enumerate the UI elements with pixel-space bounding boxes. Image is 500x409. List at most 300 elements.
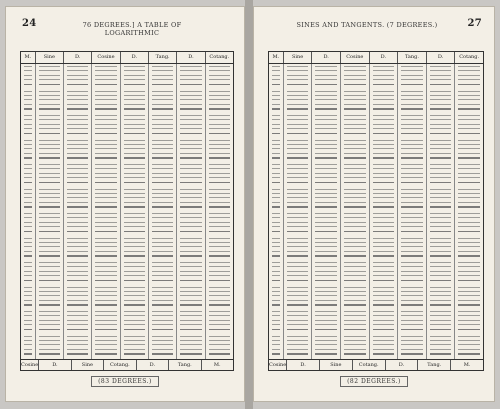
print-line — [401, 329, 423, 330]
print-line — [315, 177, 337, 178]
print-line — [373, 246, 395, 247]
print-line — [24, 153, 32, 154]
print-line — [430, 324, 452, 325]
print-line — [24, 304, 32, 305]
print-line — [39, 148, 60, 149]
print-line — [24, 104, 32, 105]
print-line — [124, 295, 145, 296]
print-line — [124, 304, 145, 305]
right-col-header: Cosine — [340, 52, 369, 63]
print-line — [401, 128, 423, 129]
print-line — [287, 197, 309, 198]
print-line — [95, 193, 116, 194]
print-line — [373, 153, 395, 154]
print-line — [39, 291, 60, 292]
print-line — [67, 164, 88, 165]
left-page-title: 76 DEGREES.] A TABLE OF LOGARITHMIC — [82, 21, 182, 37]
print-line — [124, 124, 145, 125]
print-line — [39, 128, 60, 129]
print-line — [180, 124, 201, 125]
print-line — [180, 202, 201, 203]
print-line — [344, 104, 366, 105]
print-line — [458, 75, 480, 76]
print-line — [430, 79, 452, 80]
print-line — [152, 91, 173, 92]
print-line — [180, 280, 201, 281]
print-line — [401, 177, 423, 178]
right-table-body — [269, 64, 483, 359]
print-line — [315, 231, 337, 232]
print-line — [401, 197, 423, 198]
left-page-footer: (83 DEGREES.) — [6, 378, 244, 385]
print-line — [315, 148, 337, 149]
print-line — [458, 311, 480, 312]
print-line — [430, 336, 452, 337]
print-line — [180, 344, 201, 345]
print-line — [430, 206, 452, 207]
print-line — [373, 320, 395, 321]
print-line — [152, 177, 173, 178]
print-line — [67, 193, 88, 194]
print-line — [180, 75, 201, 76]
print-line — [180, 91, 201, 92]
print-line — [39, 304, 60, 305]
print-line — [344, 320, 366, 321]
print-line — [272, 99, 280, 100]
print-line — [67, 222, 88, 223]
print-line — [287, 66, 309, 67]
print-line — [152, 349, 173, 350]
print-line — [67, 140, 88, 141]
print-line — [430, 311, 452, 312]
print-line — [209, 238, 230, 239]
print-line — [95, 157, 116, 158]
print-line — [124, 238, 145, 239]
print-line — [373, 255, 395, 256]
print-line — [152, 320, 173, 321]
print-line — [272, 79, 280, 80]
print-line — [39, 164, 60, 165]
print-line — [124, 91, 145, 92]
left-col-header: M. — [24, 54, 32, 60]
print-line — [95, 217, 116, 218]
print-line — [67, 242, 88, 243]
print-line — [401, 95, 423, 96]
print-line — [430, 353, 452, 354]
print-line — [287, 280, 309, 281]
print-line — [209, 84, 230, 85]
print-line — [67, 104, 88, 105]
print-line — [67, 246, 88, 247]
print-line — [67, 91, 88, 92]
print-line — [67, 251, 88, 252]
print-line — [209, 140, 230, 141]
print-line — [458, 300, 480, 301]
print-line — [24, 311, 32, 312]
print-line — [373, 311, 395, 312]
print-line — [95, 99, 116, 100]
print-line — [95, 202, 116, 203]
print-line — [24, 329, 32, 330]
print-line — [95, 344, 116, 345]
print-line — [344, 349, 366, 350]
print-line — [344, 168, 366, 169]
print-line — [344, 84, 366, 85]
print-line — [67, 255, 88, 256]
print-line — [180, 79, 201, 80]
print-line — [287, 251, 309, 252]
print-line — [401, 119, 423, 120]
print-line — [458, 353, 480, 354]
left-col-footer: D. — [136, 360, 168, 370]
print-line — [458, 226, 480, 227]
print-line — [287, 320, 309, 321]
print-line — [209, 206, 230, 207]
print-line — [24, 340, 32, 341]
right-col-header: Cotang. — [454, 52, 483, 63]
print-line — [67, 95, 88, 96]
print-line — [430, 104, 452, 105]
print-line — [39, 197, 60, 198]
print-line — [24, 173, 32, 174]
print-line — [287, 315, 309, 316]
print-line — [373, 202, 395, 203]
table-column-texture — [454, 64, 483, 359]
print-line — [24, 320, 32, 321]
print-line — [430, 148, 452, 149]
print-line — [39, 91, 60, 92]
print-line — [315, 275, 337, 276]
print-line — [24, 246, 32, 247]
right-col-header: Sine — [283, 52, 312, 63]
print-line — [401, 251, 423, 252]
left-col-footer: M. — [201, 360, 233, 370]
print-line — [209, 95, 230, 96]
print-line — [344, 329, 366, 330]
print-line — [458, 222, 480, 223]
print-line — [458, 66, 480, 67]
print-line — [373, 91, 395, 92]
print-line — [152, 144, 173, 145]
print-line — [39, 75, 60, 76]
print-line — [180, 84, 201, 85]
print-line — [209, 124, 230, 125]
print-line — [124, 75, 145, 76]
print-line — [95, 153, 116, 154]
print-line — [209, 344, 230, 345]
print-line — [152, 213, 173, 214]
print-line — [209, 231, 230, 232]
print-line — [209, 202, 230, 203]
print-line — [152, 217, 173, 218]
print-line — [152, 140, 173, 141]
print-line — [209, 197, 230, 198]
print-line — [287, 153, 309, 154]
print-line — [401, 75, 423, 76]
print-line — [124, 153, 145, 154]
print-line — [124, 197, 145, 198]
print-line — [430, 124, 452, 125]
print-line — [315, 353, 337, 354]
print-line — [458, 291, 480, 292]
print-line — [287, 193, 309, 194]
print-line — [67, 124, 88, 125]
print-line — [458, 324, 480, 325]
print-line — [124, 66, 145, 67]
print-line — [401, 182, 423, 183]
print-line — [152, 206, 173, 207]
print-line — [209, 266, 230, 267]
print-line — [39, 246, 60, 247]
print-line — [124, 173, 145, 174]
print-line — [287, 262, 309, 263]
print-line — [401, 222, 423, 223]
print-line — [458, 115, 480, 116]
print-line — [272, 119, 280, 120]
print-line — [209, 353, 230, 354]
print-line — [272, 128, 280, 129]
print-line — [152, 275, 173, 276]
print-line — [373, 75, 395, 76]
print-line — [39, 353, 60, 354]
print-line — [315, 266, 337, 267]
print-line — [95, 255, 116, 256]
print-line — [401, 104, 423, 105]
print-line — [287, 231, 309, 232]
print-line — [272, 287, 280, 288]
print-line — [401, 336, 423, 337]
print-line — [95, 124, 116, 125]
print-line — [458, 128, 480, 129]
print-line — [209, 148, 230, 149]
print-line — [152, 287, 173, 288]
print-line — [39, 115, 60, 116]
print-line — [287, 84, 309, 85]
print-line — [373, 300, 395, 301]
print-line — [287, 119, 309, 120]
print-line — [430, 173, 452, 174]
print-line — [287, 226, 309, 227]
print-line — [95, 251, 116, 252]
print-line — [458, 231, 480, 232]
print-line — [209, 193, 230, 194]
print-line — [152, 70, 173, 71]
print-line — [95, 242, 116, 243]
print-line — [344, 79, 366, 80]
print-line — [373, 251, 395, 252]
print-line — [272, 182, 280, 183]
print-line — [180, 238, 201, 239]
print-line — [95, 182, 116, 183]
print-line — [39, 189, 60, 190]
print-line — [315, 189, 337, 190]
print-line — [124, 280, 145, 281]
print-line — [344, 91, 366, 92]
print-line — [67, 275, 88, 276]
print-line — [315, 168, 337, 169]
print-line — [95, 213, 116, 214]
print-line — [344, 70, 366, 71]
print-line — [272, 84, 280, 85]
print-line — [24, 193, 32, 194]
print-line — [401, 157, 423, 158]
print-line — [287, 304, 309, 305]
print-line — [272, 157, 280, 158]
print-line — [315, 251, 337, 252]
print-line — [67, 324, 88, 325]
print-line — [67, 353, 88, 354]
print-line — [24, 128, 32, 129]
print-line — [180, 115, 201, 116]
print-line — [24, 353, 32, 354]
print-line — [315, 315, 337, 316]
print-line — [39, 329, 60, 330]
print-line — [180, 304, 201, 305]
print-line — [401, 99, 423, 100]
print-line — [39, 202, 60, 203]
print-line — [272, 144, 280, 145]
print-line — [401, 153, 423, 154]
print-line — [67, 262, 88, 263]
print-line — [209, 242, 230, 243]
print-line — [67, 291, 88, 292]
print-line — [430, 133, 452, 134]
print-line — [24, 255, 32, 256]
print-line — [209, 128, 230, 129]
print-line — [458, 153, 480, 154]
print-line — [67, 226, 88, 227]
print-line — [124, 300, 145, 301]
print-line — [67, 340, 88, 341]
print-line — [272, 153, 280, 154]
print-line — [124, 275, 145, 276]
print-line — [95, 226, 116, 227]
print-line — [287, 173, 309, 174]
print-line — [287, 99, 309, 100]
print-line — [95, 197, 116, 198]
print-line — [315, 238, 337, 239]
print-line — [373, 140, 395, 141]
print-line — [95, 324, 116, 325]
print-line — [67, 213, 88, 214]
print-line — [344, 193, 366, 194]
print-line — [180, 231, 201, 232]
print-line — [287, 349, 309, 350]
print-line — [430, 84, 452, 85]
print-line — [287, 168, 309, 169]
print-line — [67, 189, 88, 190]
print-line — [39, 251, 60, 252]
print-line — [458, 157, 480, 158]
print-line — [458, 144, 480, 145]
print-line — [373, 231, 395, 232]
print-line — [124, 104, 145, 105]
print-line — [373, 206, 395, 207]
print-line — [373, 128, 395, 129]
print-line — [180, 251, 201, 252]
print-line — [315, 95, 337, 96]
print-line — [287, 255, 309, 256]
print-line — [401, 91, 423, 92]
print-line — [124, 311, 145, 312]
print-line — [152, 222, 173, 223]
print-line — [315, 262, 337, 263]
print-line — [315, 124, 337, 125]
print-line — [272, 349, 280, 350]
print-line — [315, 128, 337, 129]
print-line — [124, 266, 145, 267]
print-line — [124, 287, 145, 288]
print-line — [124, 226, 145, 227]
print-line — [401, 173, 423, 174]
print-line — [315, 295, 337, 296]
print-line — [373, 295, 395, 296]
print-line — [373, 271, 395, 272]
print-line — [287, 95, 309, 96]
print-line — [124, 119, 145, 120]
print-line — [430, 231, 452, 232]
print-line — [152, 324, 173, 325]
print-line — [458, 242, 480, 243]
print-line — [458, 95, 480, 96]
print-line — [373, 226, 395, 227]
print-line — [180, 70, 201, 71]
print-line — [95, 148, 116, 149]
print-line — [95, 262, 116, 263]
print-line — [152, 75, 173, 76]
print-line — [39, 213, 60, 214]
print-line — [373, 287, 395, 288]
print-line — [124, 217, 145, 218]
print-line — [344, 340, 366, 341]
print-line — [430, 280, 452, 281]
print-line — [24, 95, 32, 96]
print-line — [458, 271, 480, 272]
print-line — [315, 164, 337, 165]
print-line — [344, 115, 366, 116]
table-column-texture — [21, 64, 35, 359]
print-line — [67, 115, 88, 116]
print-line — [430, 340, 452, 341]
print-line — [315, 108, 337, 109]
print-line — [209, 287, 230, 288]
print-line — [67, 217, 88, 218]
print-line — [152, 119, 173, 120]
print-line — [180, 157, 201, 158]
print-line — [24, 231, 32, 232]
print-line — [430, 70, 452, 71]
print-line — [152, 182, 173, 183]
print-line — [67, 202, 88, 203]
right-col-header: D. — [426, 52, 455, 63]
print-line — [39, 95, 60, 96]
print-line — [344, 242, 366, 243]
print-line — [24, 108, 32, 109]
print-line — [39, 238, 60, 239]
right-col-footer: Cosine — [269, 362, 287, 368]
print-line — [401, 144, 423, 145]
print-line — [401, 217, 423, 218]
print-line — [272, 340, 280, 341]
print-line — [209, 168, 230, 169]
print-line — [287, 287, 309, 288]
print-line — [124, 70, 145, 71]
print-line — [344, 238, 366, 239]
print-line — [401, 295, 423, 296]
print-line — [344, 182, 366, 183]
print-line — [373, 336, 395, 337]
left-col-header: Sine — [35, 52, 63, 63]
